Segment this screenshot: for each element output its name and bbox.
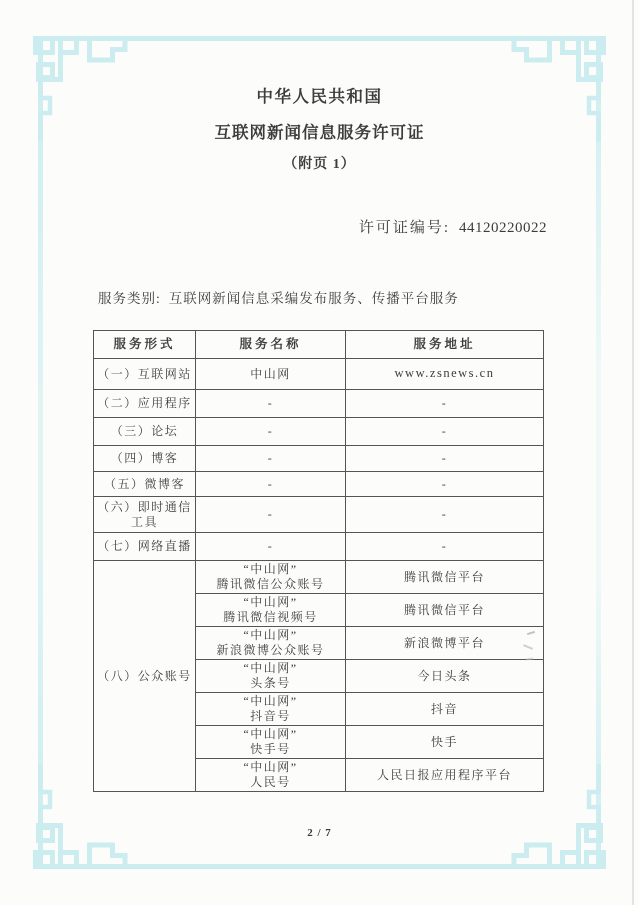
service-name-cell: 中山网	[196, 359, 346, 390]
service-address-cell: -	[346, 472, 544, 497]
table-row	[94, 446, 544, 472]
account-name-cell	[196, 627, 346, 660]
public-accounts-group-cell: （八）公众账号	[94, 561, 196, 792]
license-number-line	[359, 216, 547, 237]
account-platform-cell: 快手	[346, 726, 544, 759]
header-service-form: 服务形式	[94, 331, 196, 359]
account-type: 人民号	[250, 775, 291, 789]
account-brand: “中山网”	[243, 628, 298, 642]
table-row	[94, 472, 544, 497]
service-address-cell: -	[346, 390, 544, 418]
header-service-name: 服务名称	[196, 331, 346, 359]
service-name-cell: -	[196, 418, 346, 446]
country-title: 中华人民共和国	[256, 87, 383, 106]
service-form-cell: （五）微博客	[94, 472, 196, 497]
account-brand: “中山网”	[243, 661, 298, 675]
service-name-cell: -	[196, 390, 346, 418]
account-type: 新浪微博公众账号	[216, 643, 325, 657]
table-header-row	[94, 331, 544, 359]
account-platform-cell: 人民日报应用程序平台	[346, 759, 544, 792]
table-row	[94, 390, 544, 418]
license-title: 互联网新闻信息服务许可证	[214, 123, 425, 142]
services-table	[93, 330, 544, 792]
service-name-cell: -	[196, 472, 346, 497]
table-row	[94, 533, 544, 561]
service-name-cell: -	[196, 446, 346, 472]
account-brand: “中山网”	[243, 760, 298, 774]
service-category-label: 服务类别:	[98, 291, 161, 306]
scan-smudge-mark	[521, 630, 537, 664]
account-brand: “中山网”	[243, 694, 298, 708]
account-brand: “中山网”	[243, 562, 298, 576]
account-name-cell	[196, 660, 346, 693]
account-platform-cell: 新浪微博平台	[346, 627, 544, 660]
account-platform-cell: 腾讯微信平台	[346, 561, 544, 594]
account-platform-cell: 今日头条	[346, 660, 544, 693]
appendix-subtitle: （附页 1）	[283, 157, 356, 172]
service-category-line	[98, 287, 459, 307]
account-type: 腾讯微信公众账号	[216, 577, 325, 591]
account-type: 抖音号	[250, 709, 291, 723]
account-type: 腾讯微信视频号	[223, 610, 318, 624]
service-form-cell: （一）互联网站	[94, 359, 196, 390]
account-type: 头条号	[250, 676, 291, 690]
account-brand: “中山网”	[243, 727, 298, 741]
service-address-cell: -	[346, 446, 544, 472]
service-address-cell: -	[346, 497, 544, 533]
service-form-cell: （四）博客	[94, 446, 196, 472]
account-type: 快手号	[250, 742, 291, 756]
account-name-cell	[196, 561, 346, 594]
service-address-cell: -	[346, 533, 544, 561]
service-address-cell: -	[346, 418, 544, 446]
service-address-cell: www.zsnews.cn	[346, 359, 544, 390]
account-name-cell	[196, 594, 346, 627]
service-form-cell: （三）论坛	[94, 418, 196, 446]
service-category-value: 互联网新闻信息采编发布服务、传播平台服务	[168, 291, 459, 306]
account-name-cell	[196, 693, 346, 726]
table-row	[94, 497, 544, 533]
account-name-cell	[196, 726, 346, 759]
service-form-cell: （六）即时通信工具	[94, 497, 196, 533]
page-number: 2 / 7	[307, 827, 332, 839]
license-number-value: 44120220022	[459, 220, 547, 236]
table-row	[94, 359, 544, 390]
scan-edge-line	[632, 0, 634, 905]
table-row	[94, 561, 544, 594]
service-name-cell: -	[196, 497, 346, 533]
account-platform-cell: 抖音	[346, 693, 544, 726]
service-form-cell: （二）应用程序	[94, 390, 196, 418]
service-name-cell: -	[196, 533, 346, 561]
account-platform-cell: 腾讯微信平台	[346, 594, 544, 627]
license-number-label: 许可证编号:	[358, 220, 450, 236]
table-row	[94, 418, 544, 446]
account-brand: “中山网”	[243, 595, 298, 609]
account-name-cell	[196, 759, 346, 792]
header-service-address: 服务地址	[346, 331, 544, 359]
service-form-cell: （七）网络直播	[94, 533, 196, 561]
